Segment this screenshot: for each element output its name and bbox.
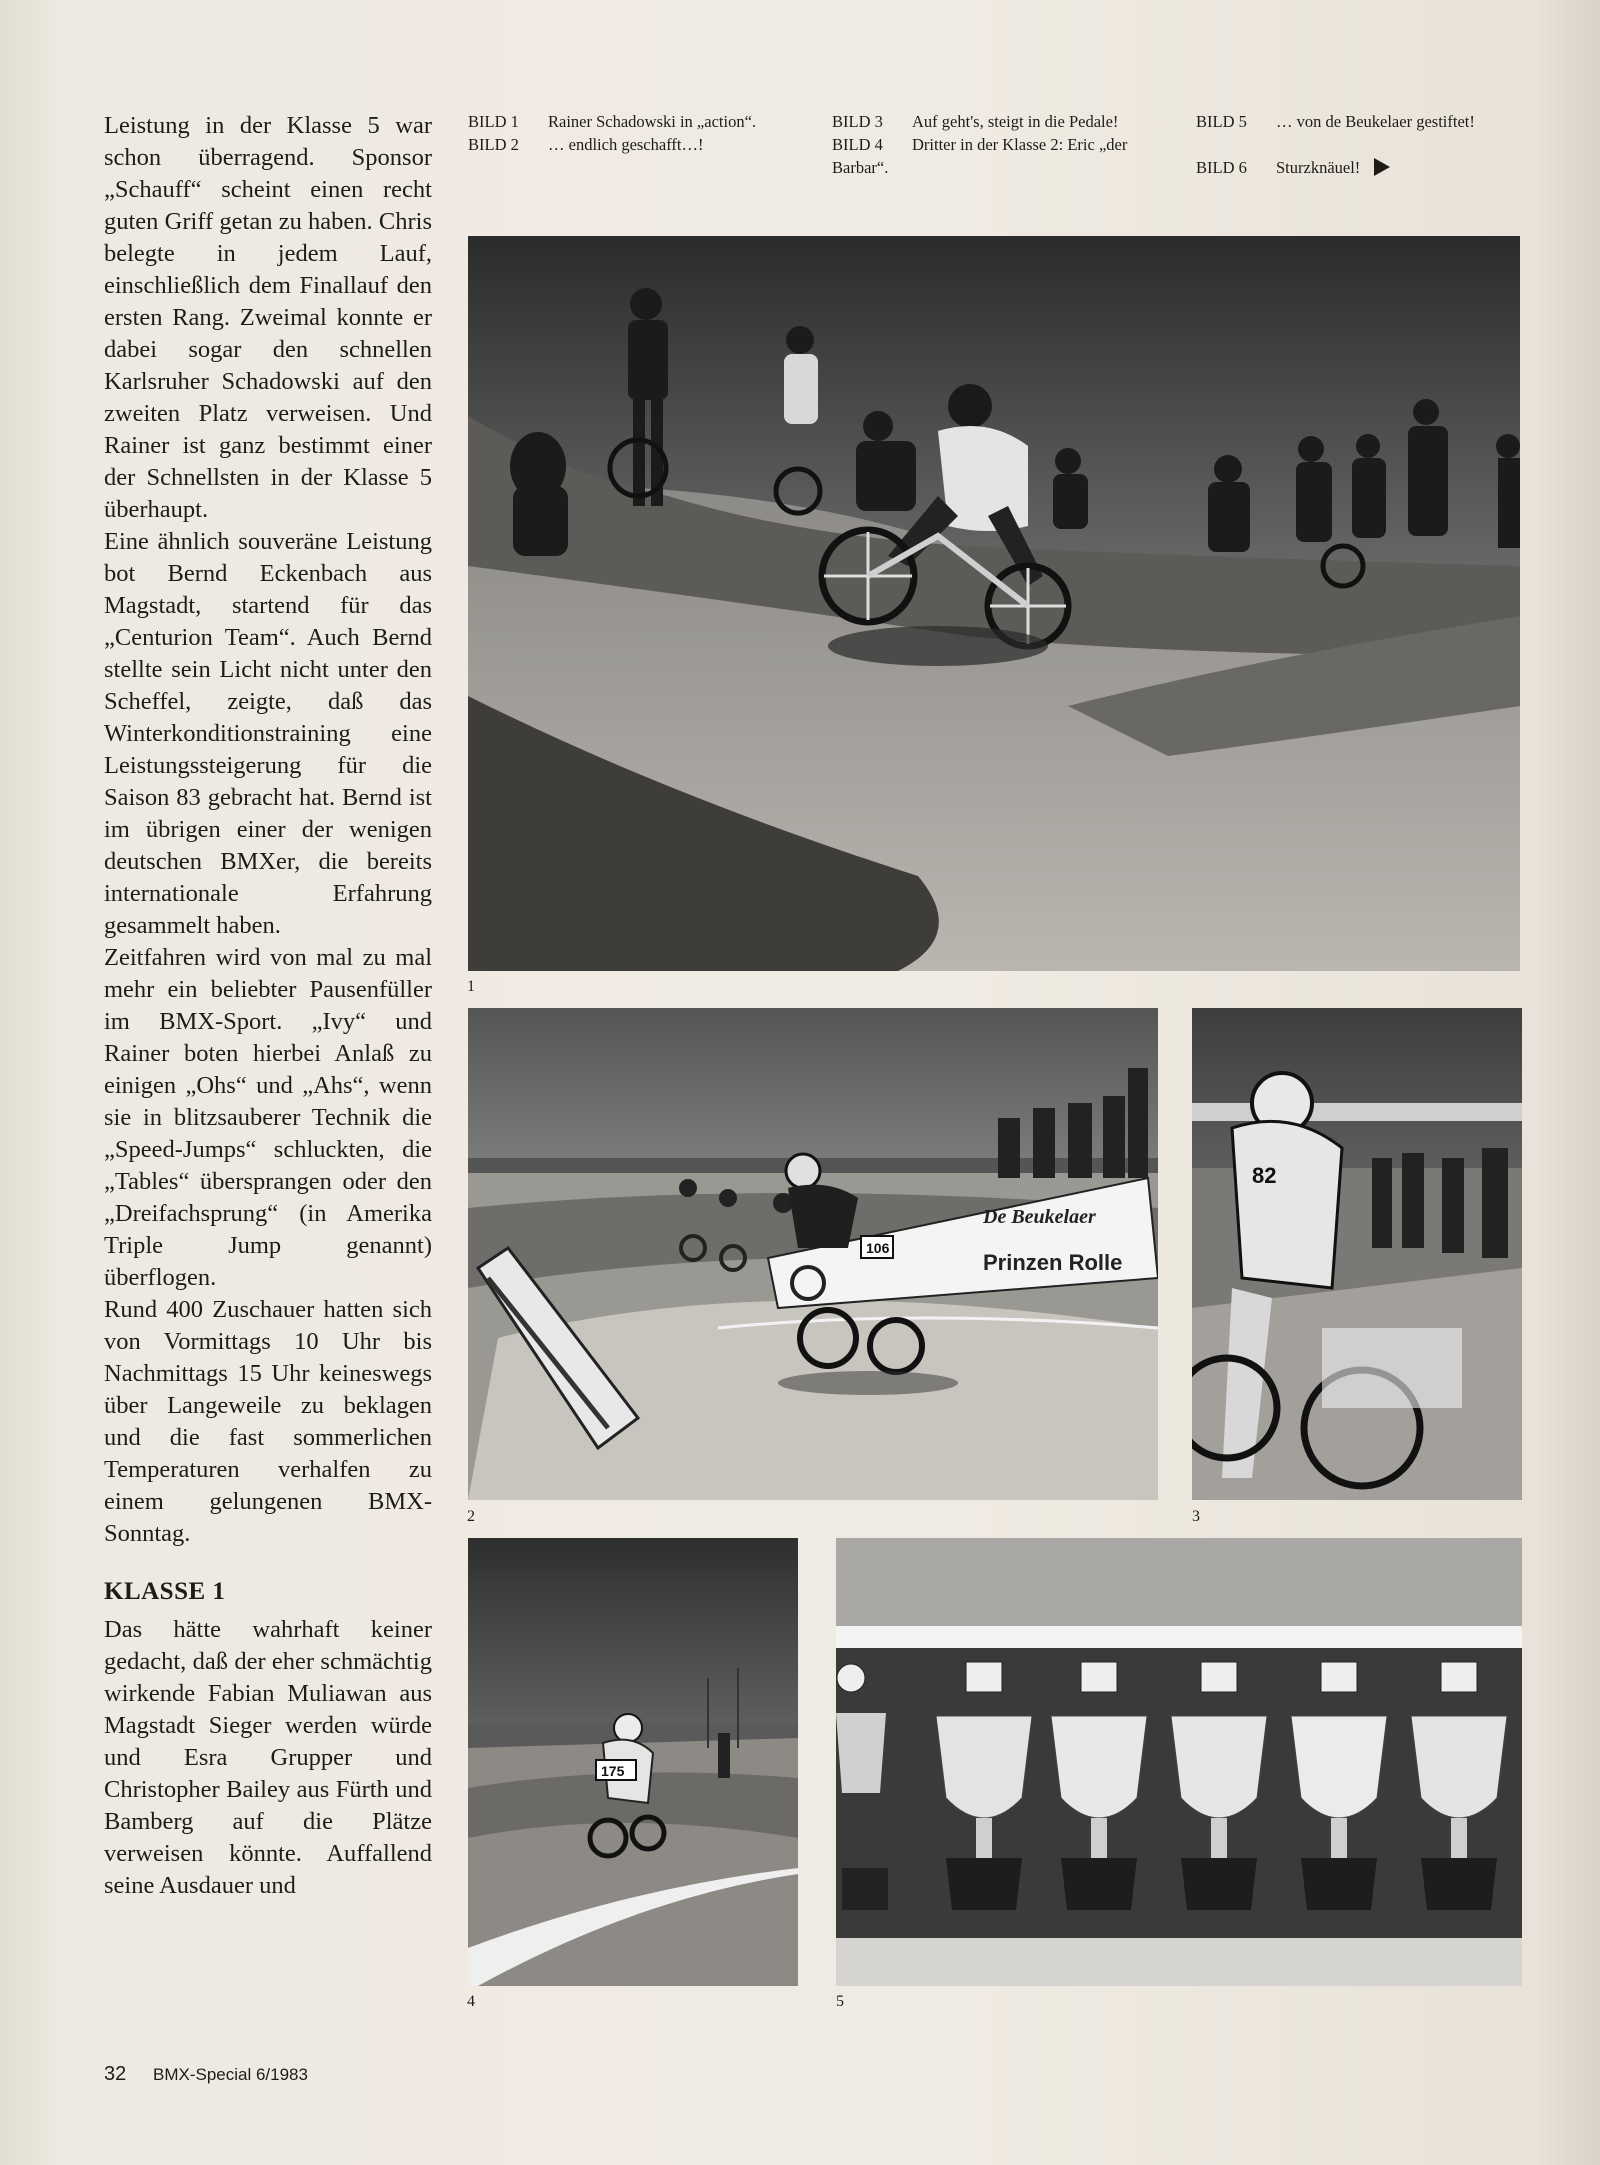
- page-footer: [104, 2063, 308, 2086]
- caption-label: BILD 5: [1196, 112, 1247, 131]
- photo-number: 3: [1192, 1508, 1200, 1525]
- caption-block-1: [468, 110, 768, 156]
- article-paragraph: Eine ähnlich souveräne Leistung bot Bernd Eckenbach aus Magstadt, startend für das „Centurion Team“. Auch Bernd stellte sein Licht nicht unter den Scheffel, zeigte, daß das Winterkonditionstraining eine Leistungssteigerung für die Saison 83 gebracht hat. Bernd ist im übrigen einer der wenigen deutschen BMXer, die bereits internationale Erfahrung gesammelt haben.: [104, 528, 432, 939]
- banner-brand-text: De Beukelaer: [983, 1206, 1096, 1228]
- photo-2-race-track: [468, 1008, 1158, 1500]
- jersey-number: 82: [1252, 1163, 1277, 1188]
- photo-4-eric-the-barbarian: [468, 1538, 798, 1986]
- caption-text: Auf geht's, steigt in die Pedale!: [912, 112, 1119, 131]
- caption-label: BILD 4: [832, 135, 883, 154]
- section-heading: KLASSE 1: [104, 1578, 226, 1605]
- page-number: 32: [104, 2063, 127, 2085]
- article-body: [104, 110, 432, 1902]
- number-plate: 106: [866, 1240, 890, 1256]
- photo-number: 4: [467, 1993, 475, 2010]
- article-paragraph: Zeitfahren wird von mal zu mal mehr ein beliebter Pausenfüller im BMX-Sport. „Ivy“ und Rainer boten hierbei Anlaß zu einigen „Ohs“ und „Ahs“, wenn sie in blitzsauberer Technik die „Speed-Jumps“ schluckten, die „Tables“ übersprangen oder den „Dreifachsprung“ (in Amerika Triple Jump genannt) überflogen.: [104, 944, 432, 1291]
- caption-label: BILD 6: [1196, 158, 1247, 177]
- caption-text: Dritter in der Klasse 2: Eric „der Barbar“.: [832, 135, 1128, 177]
- caption-label: BILD 3: [832, 112, 883, 131]
- caption-text: … endlich geschafft…!: [548, 135, 704, 154]
- publication-name: BMX-Special 6/1983: [152, 2065, 308, 2084]
- number-plate: 175: [601, 1763, 625, 1779]
- photo-1-rainer-action: [468, 236, 1520, 971]
- article-paragraph: Das hätte wahrhaft keiner gedacht, daß der eher schmächtig wirkende Fabian Muliawan aus Magstadt Sieger werden würde und Esra Grupper und Christopher Bailey aus Fürth und Bamberg auf die Plätze verweisen könnte. Auffallend seine Ausdauer und: [104, 1616, 432, 1899]
- article-paragraph: Leistung in der Klasse 5 war schon überragend. Sponsor „Schauff“ scheint einen recht guten Griff getan zu haben. Chris belegte in jedem Lauf, einschließlich dem Finallauf den ersten Rang. Zweimal konnte er dabei sogar den schnellen Karlsruher Schadowski auf den zweiten Platz verweisen. Und Rainer ist ganz bestimmt einer der Schnellsten in der Klasse 5 überhaupt.: [104, 112, 432, 523]
- photo-number: 5: [836, 1993, 844, 2010]
- article-paragraph: Rund 400 Zuschauer hatten sich von Vormittags 10 Uhr bis Nachmittags 15 Uhr keineswegs über Langeweile zu beklagen und die fast sommerlichen Temperaturen verhalfen zu einem gelungenen BMX-Sonntag.: [104, 1296, 432, 1547]
- caption-block-2: [832, 110, 1152, 179]
- banner-product-text: Prinzen Rolle: [983, 1250, 1123, 1275]
- caption-label: BILD 1: [468, 112, 519, 131]
- caption-label: BILD 2: [468, 135, 519, 154]
- photo-5-trophies: [836, 1538, 1522, 1986]
- caption-text: Sturzknäuel!: [1276, 158, 1361, 177]
- caption-text: … von de Beukelaer gestiftet!: [1276, 112, 1475, 131]
- caption-block-3: [1196, 110, 1536, 179]
- photo-number: 2: [467, 1508, 475, 1525]
- photo-number: 1: [467, 978, 475, 995]
- photo-3-rider-starting: [1192, 1008, 1522, 1500]
- caption-text: Rainer Schadowski in „action“.: [548, 112, 757, 131]
- continue-arrow-icon: [1374, 158, 1390, 176]
